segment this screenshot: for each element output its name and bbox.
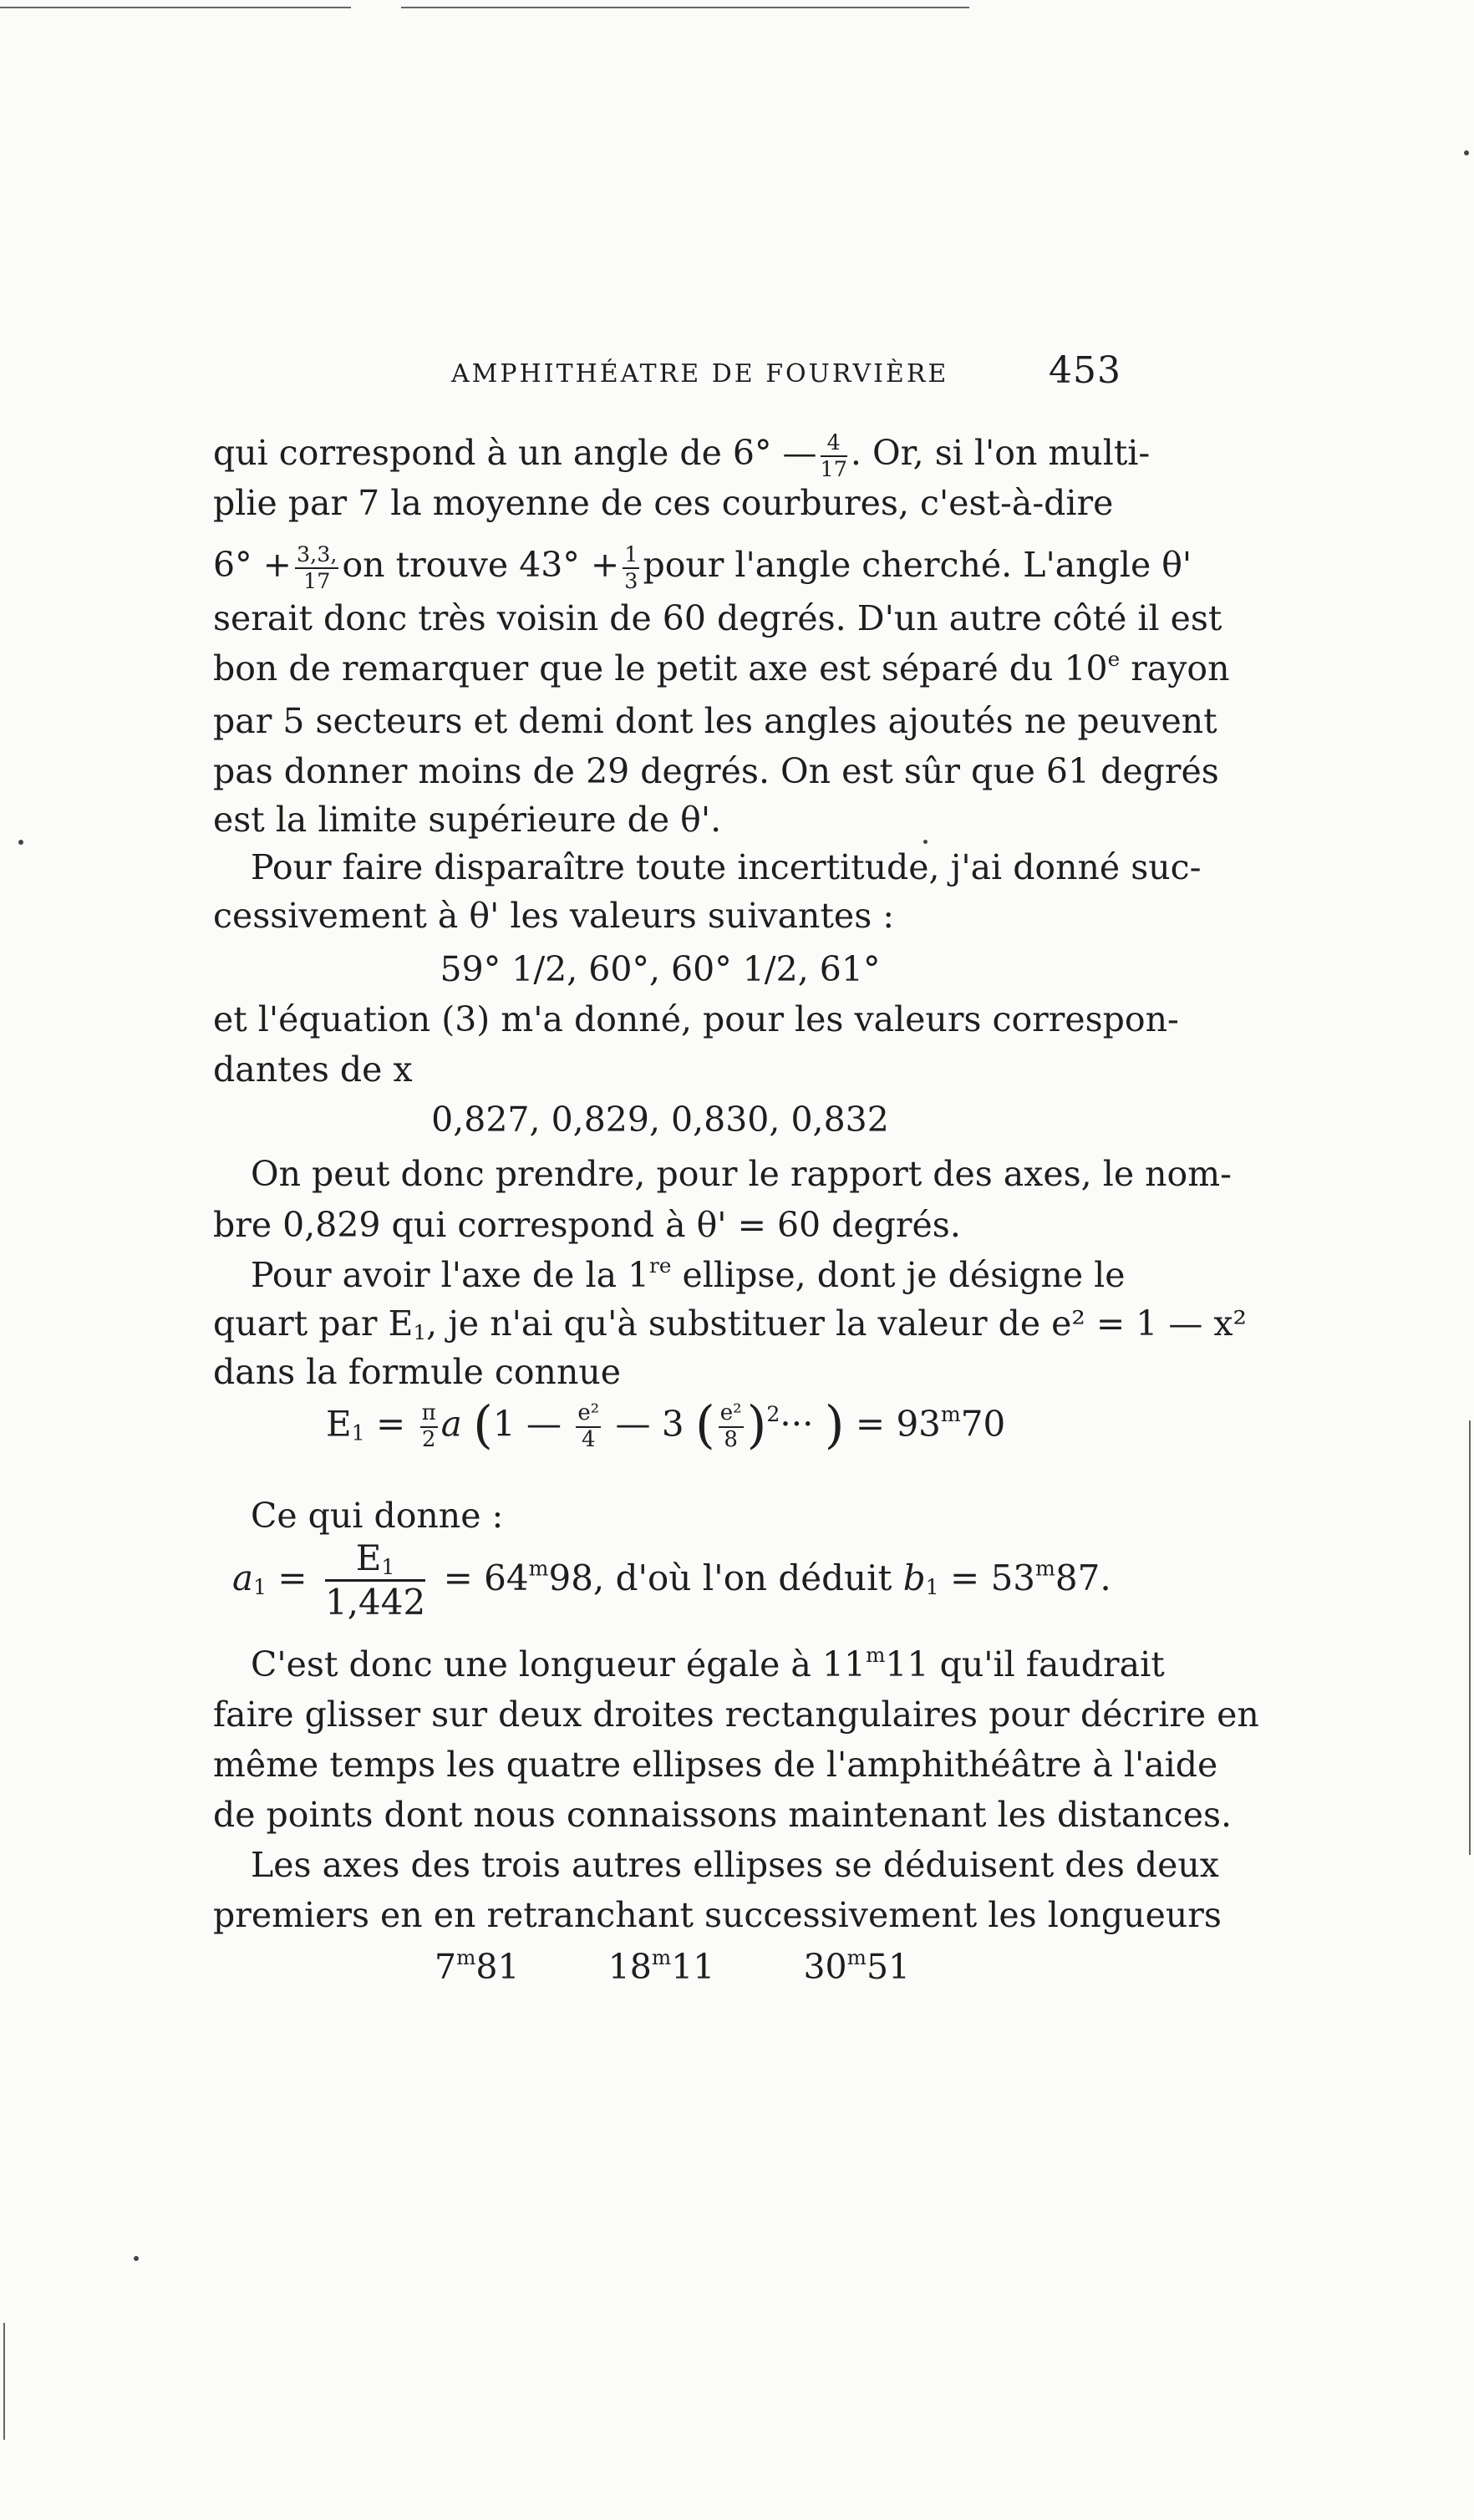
speck	[1464, 150, 1469, 155]
text-line: C'est donc une longueur égale à 11$^m$11 qu'il faudrait	[251, 1642, 1165, 1684]
text-line: serait donc très voisin de 60 degrés. D'un autre côté il est	[213, 598, 1222, 638]
text-line: plie par 7 la moyenne de ces courbures, c'est-à-dire	[213, 483, 1114, 523]
values-angles: 59° 1/2, 60°, 60° 1/2, 61°	[440, 949, 881, 989]
text-line: est la limite supérieure de θ'.	[213, 800, 722, 840]
running-header: AMPHITHÉATRE DE FOURVIÈRE	[451, 359, 949, 389]
text-line: pas donner moins de 29 degrés. On est sûr que 61 degrés	[213, 751, 1219, 791]
lengths-line	[435, 1942, 936, 1992]
fraction: $\frac{1}{3}$	[624, 541, 638, 593]
scan-edge-left	[3, 2323, 5, 2440]
text-line: dantes de x	[213, 1049, 413, 1090]
scan-edge-top	[0, 7, 351, 8]
fraction: $\frac{\text{e²}}{8}$	[719, 1400, 742, 1452]
length-value: 18$^m$11	[607, 1944, 715, 1987]
speck	[134, 2256, 139, 2261]
text-line: par 5 secteurs et demi dont les angles ajoutés ne peuvent	[213, 701, 1217, 741]
text-line: Pour avoir l'axe de la 1re ellipse, dont je désigne le	[251, 1252, 1126, 1295]
fraction: $\frac{E_1}{1,442}$	[324, 1537, 426, 1623]
values-x: 0,827, 0,829, 0,830, 0,832	[431, 1100, 889, 1140]
fraction: $\frac{\pi}{2}$	[421, 1400, 436, 1452]
text-line: Pour faire disparaître toute incertitude, j'ai donné suc-	[251, 847, 1202, 887]
text-line: et l'équation (3) m'a donné, pour les valeurs correspon-	[213, 999, 1179, 1039]
text-line: qui correspond à un angle de 6° — $\frac{4}{17}$ . Or, si l'on multi-	[213, 429, 1151, 481]
fraction: $\frac{4}{17}$	[820, 429, 847, 481]
speck	[18, 840, 23, 845]
length-value: 30$^m$51	[803, 1944, 911, 1987]
formula-ellipse-quarter: $E_1$ = $\frac{\pi}{2}$ a (1 — $\frac{\text{e²}}{4}$ — 3 ( $\frac{\text{e²}}{8}$ )$^2$··· ) = $93^m70$	[326, 1395, 1006, 1455]
fraction: $\frac{\text{e²}}{4}$	[577, 1400, 600, 1452]
length-value: 7$^m$81	[435, 1944, 520, 1987]
text-line: bon de remarquer que le petit axe est séparé du 10e rayon	[213, 646, 1230, 688]
scan-edge-top-right	[401, 7, 969, 8]
text-line: Ce qui donne :	[251, 1496, 504, 1536]
text-line: cessivement à θ' les valeurs suivantes :	[213, 896, 895, 936]
text-line: bre 0,829 qui correspond à θ' = 60 degrés.	[213, 1205, 961, 1245]
text-line: premiers en en retranchant successivement les longueurs	[213, 1895, 1222, 1935]
text-line: même temps les quatre ellipses de l'amphithéâtre à l'aide	[213, 1745, 1218, 1785]
text-line: Les axes des trois autres ellipses se déduisent des deux	[251, 1845, 1219, 1885]
page-number: 453	[1049, 349, 1121, 392]
scan-edge-right	[1469, 1420, 1471, 1855]
text-line: 6° + $\frac{3,3,}{17}$ on trouve 43° + $\frac{1}{3}$ pour l'angle cherché. L'angle θ'	[213, 541, 1192, 593]
text-line: quart par $E_1$, je n'ai qu'à substituer la valeur de e² = 1 — x²	[213, 1303, 1247, 1344]
text-line: de points dont nous connaissons maintenant les distances.	[213, 1795, 1233, 1835]
text-line: On peut donc prendre, pour le rapport des axes, le nom-	[251, 1154, 1232, 1194]
fraction: $\frac{3,3,}{17}$	[296, 541, 338, 593]
text-line: faire glisser sur deux droites rectangulaires pour décrire en	[213, 1694, 1259, 1735]
formula-semi-axes: $a_1$ = $\frac{E_1}{1,442}$ = $64^m98$, d'où l'on déduit $b_1 = 53^m87$.	[232, 1537, 1111, 1623]
text-line: dans la formule connue	[213, 1352, 622, 1392]
